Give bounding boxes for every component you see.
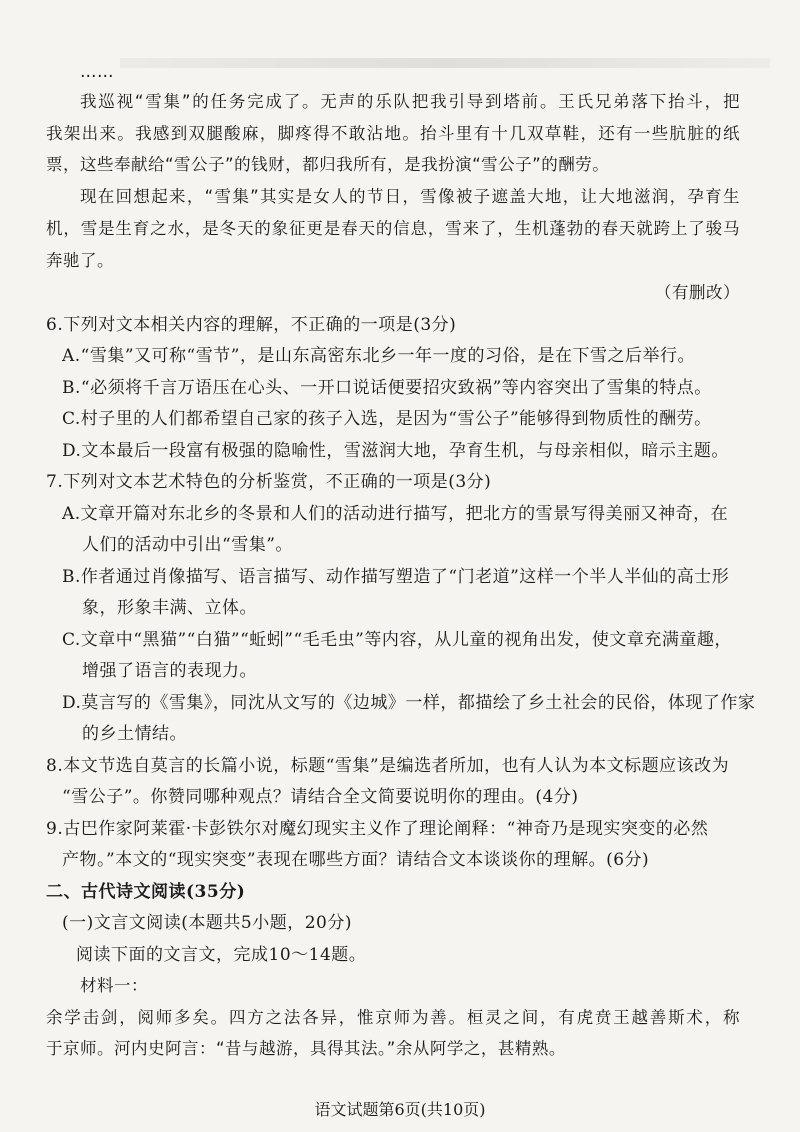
question-7-stem: 7.下列对文本艺术特色的分析鉴赏，不正确的一项是(3分) <box>46 472 492 492</box>
question-6-option-a: A.“雪集”又可称“雪节”，是山东高密东北乡一年一度的习俗，是在下雪之后举行。 <box>62 346 695 366</box>
question-6-option-b: B.“必须将千言万语压在心头、一开口说话便要招灾致祸”等内容突出了雪集的特点。 <box>62 378 712 398</box>
question-7-option-d-line2: 的乡土情结。 <box>82 724 187 744</box>
question-6-stem: 6.下列对文本相关内容的理解，不正确的一项是(3分) <box>46 315 457 335</box>
question-7-option-b-line2: 象，形象丰满、立体。 <box>82 598 257 618</box>
passage-p1-line2: 我架出来。我感到双腿酸麻，脚疼得不敢沾地。抬斗里有十几双草鞋，还有一些肮脏的纸 <box>46 124 740 143</box>
material-one-label: 材料一： <box>80 976 148 995</box>
passage-p1-line1: 我巡视“雪集”的任务完成了。无声的乐队把我引导到塔前。王氏兄弟落下抬斗，把 <box>80 92 740 111</box>
question-7-option-c-line2: 增强了语言的表现力。 <box>82 661 257 681</box>
page-footer: 语文试题第6页(共10页) <box>314 1100 486 1119</box>
section-2-heading: 二、古代诗文阅读(35分) <box>46 882 246 902</box>
question-7-option-a-line1: A.文章开篇对东北乡的冬景和人们的活动进行描写，把北方的雪景写得美丽又神奇，在 <box>62 504 729 524</box>
question-9-line1: 9.古巴作家阿莱霍·卡彭铁尔对魔幻现实主义作了理论阐释：“神奇乃是现实突变的必然 <box>46 819 709 839</box>
question-6-option-c: C.村子里的人们都希望自己家的孩子入选，是因为“雪公子”能够得到物质性的酬劳。 <box>62 409 712 429</box>
abridged-note: （有删改） <box>655 283 740 302</box>
ellipsis: …… <box>80 62 114 81</box>
passage-p1-line3: 票，这些奉献给“雪公子”的钱财，都归我所有，是我扮演“雪公子”的酬劳。 <box>46 155 610 174</box>
material-one-line1: 余学击剑，阅师多矣。四方之法各异，惟京师为善。桓灵之间，有虎贲王越善斯术，称 <box>46 1008 740 1027</box>
question-7-option-d-line1: D.莫言写的《雪集》，同沈从文写的《边城》一样，都描绘了乡土社会的民俗，体现了作家 <box>62 693 756 713</box>
material-one-line2: 于京师。河内史阿言：“昔与越游，具得其法。”余从阿学之，甚精熟。 <box>46 1039 566 1058</box>
section-2-subheading: (一)文言文阅读(本题共5小题，20分) <box>62 913 352 933</box>
passage-p2-line2: 机，雪是生育之水，是冬天的象征更是春天的信息，雪来了，生机蓬勃的春天就跨上了骏马 <box>46 219 740 238</box>
question-7-option-a-line2: 人们的活动中引出“雪集”。 <box>82 535 293 555</box>
question-8-line1: 8.本文节选自莫言的长篇小说，标题“雪集”是编选者所加，也有人认为本文标题应该改为 <box>46 756 730 776</box>
show-through-smudge <box>120 58 770 68</box>
question-9-line2: 产物。”本文的“现实突变”表现在哪些方面？请结合文本谈谈你的理解。(6分) <box>62 850 650 870</box>
question-7-option-b-line1: B.作者通过肖像描写、语言描写、动作描写塑造了“门老道”这样一个半人半仙的高士形 <box>62 567 730 587</box>
question-6-option-d: D.文本最后一段富有极强的隐喻性，雪滋润大地，孕育生机，与母亲相似，暗示主题。 <box>62 441 729 461</box>
section-2-instruction: 阅读下面的文言文，完成10～14题。 <box>76 945 367 965</box>
question-8-line2: “雪公子”。你赞同哪种观点？请结合全文简要说明你的理由。(4分) <box>62 787 579 807</box>
passage-p2-line3: 奔驰了。 <box>46 251 114 270</box>
passage-p2-line1: 现在回想起来，“雪集”其实是女人的节日，雪像被子遮盖大地，让大地滋润，孕育生 <box>80 187 740 206</box>
question-7-option-c-line1: C.文章中“黑猫”“白猫”“蚯蚓”“毛毛虫”等内容，从儿童的视角出发，使文章充满童趣， <box>62 630 732 650</box>
